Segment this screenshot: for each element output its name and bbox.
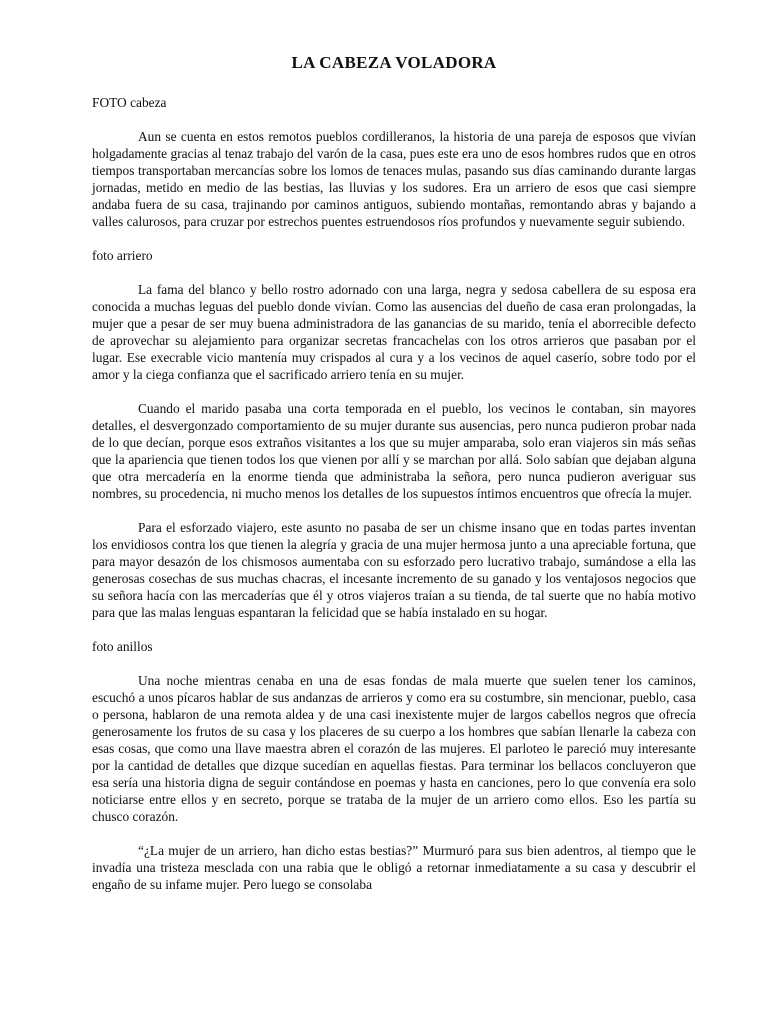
photo-caption-arriero: foto arriero bbox=[92, 248, 153, 263]
document-title: LA CABEZA VOLADORA bbox=[291, 53, 497, 72]
photo-caption-cabeza: FOTO cabeza bbox=[92, 95, 167, 110]
paragraph-5: Una noche mientras cenaba en una de esas fondas de mala muerte que suelen tener los caminos, escuchó a unos pícaros hablar de sus andanzas de arrieros y como era su costumbre, sin mencionar, pueblo, casa o persona, hablaron de una remota aldea y de una casi inexistente mujer de largos cabellos negros que ofrecía generosamente los frutos de su casa y los placeres de su cuerpo a los hombres que sabían llenarle la cabeza con esas cosas, que como una llave maestra abren el corazón de las mujeres. El parloteo le pareció muy interesante por la cantidad de detalles que dizque sucedían en aquellas fiestas. Para terminar los bellacos concluyeron que esa sería una historia digna de seguir contándose en poemas y hasta en canciones, pero lo que convenía era solo noticiarse entre ellos y en secreto, porque se trataba de la mujer de un arriero como ellos. Eso les partía su chusco corazón. bbox=[92, 673, 696, 824]
paragraph-1: Aun se cuenta en estos remotos pueblos cordilleranos, la historia de una pareja de esposos que vivían holgadamente gracias al tenaz trabajo del varón de la casa, pues este era uno de esos hombres rudos que en otros tiempos transportaban mercancías sobre los lomos de tenaces mulas, pasando sus días caminando durante largas jornadas, metido en medio de las bestias, las lluvias y los sudores. Era un arriero de esos que casi siempre andaba fuera de su casa, trajinando por caminos antiguos, subiendo montañas, remontando abras y bajando a valles calurosos, para cruzar por estrechos puentes estruendosos ríos profundos y nuevamente seguir subiendo. bbox=[92, 129, 696, 229]
paragraph-6: “¿La mujer de un arriero, han dicho estas bestias?” Murmuró para sus bien adentros, al tiempo que le invadía una tristeza mesclada con una rabia que le obligó a retornar inmediatamente a su casa y descubrir el engaño de su infame mujer. Pero luego se consolaba bbox=[92, 843, 696, 892]
paragraph-4: Para el esforzado viajero, este asunto no pasaba de ser un chisme insano que en todas partes inventan los envidiosos contra los que tienen la alegría y gracia de una mujer hermosa junto a una apreciable fortuna, que para mayor desazón de los chismosos aumentaba con su esforzado pero lucrativo trabajo, sumándose a ella las generosas cosechas de sus muchas chacras, el incesante incremento de su ganado y los ventajosos negocios que su señora hacía con las mercaderías que él y otros viajeros traían a su tienda, de tal suerte que no había motivo para que las malas lenguas espantaran la felicidad que se había instalado en su hogar. bbox=[92, 520, 696, 620]
photo-caption-anillos: foto anillos bbox=[92, 639, 153, 654]
paragraph-3: Cuando el marido pasaba una corta temporada en el pueblo, los vecinos le contaban, sin mayores detalles, el desvergonzado comportamiento de su mujer durante sus ausencias, pero nunca pudieron probar nada de lo que decían, porque esos extraños visitantes a los que su mujer amparaba, solo eran viajeros sin más señas que la apariencia que tienen todos los que vienen por allí y se marchan por allá. Solo sabían que dejaban alguna que otra mercadería en la enorme tienda que administraba la señora, pero nunca pudieron averiguar sus nombres, su procedencia, ni mucho menos los detalles de los supuestos íntimos encuentros que ofrecía la mujer. bbox=[92, 401, 696, 501]
paragraph-2: La fama del blanco y bello rostro adornado con una larga, negra y sedosa cabellera de su esposa era conocida a muchas leguas del pueblo donde vivían. Como las ausencias del dueño de casa eran prolongadas, la mujer que a pesar de ser muy buena administradora de las ganancias de su marido, tenía el aborrecible defecto de aprovechar su alejamiento para organizar secretas francachelas con los otros arrieros que pasaban por el lugar. Ese execrable vicio mantenía muy crispados al cura y a los vecinos de aquel caserío, sobre todo por el amor y la ciega confianza que el sacrificado arriero tenía en su mujer. bbox=[92, 282, 696, 382]
